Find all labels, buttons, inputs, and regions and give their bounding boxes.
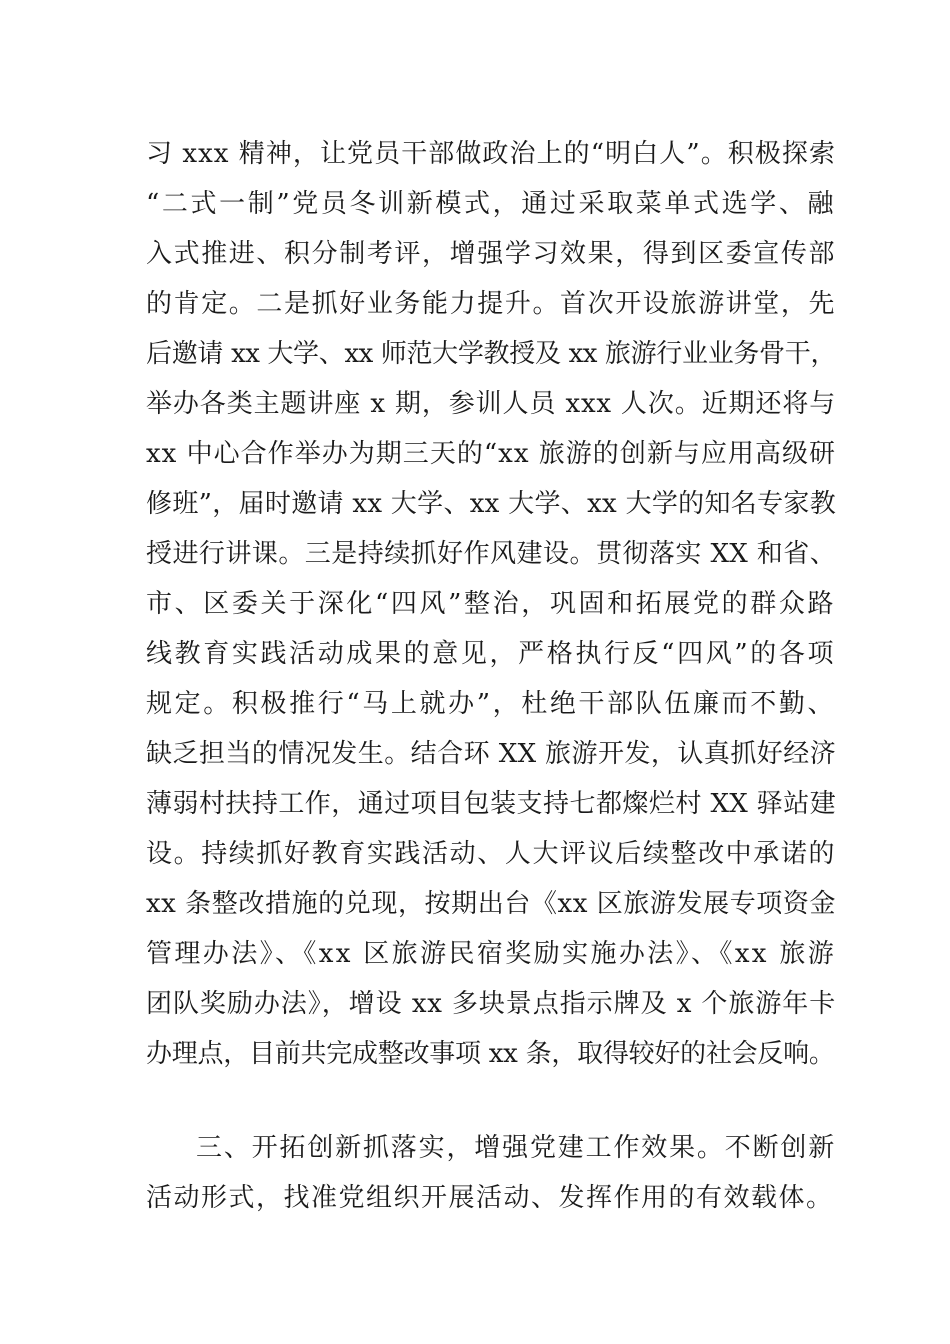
text-line: 举办各类主题讲座 x 期，参训人员 xxx 人次。近期还将与 — [146, 389, 836, 419]
section-heading-line: 三、开拓创新抓落实，增强党建工作效果。不断创新 — [196, 1133, 836, 1163]
text-line: 的肯定。二是抓好业务能力提升。首次开设旅游讲堂，先 — [146, 289, 836, 319]
text-line: 修班”，届时邀请 xx 大学、xx 大学、xx 大学的知名专家教 — [146, 489, 836, 519]
text-line: 授进行讲课。三是持续抓好作风建设。贯彻落实 XX 和省、 — [146, 539, 836, 569]
text-line: 线教育实践活动成果的意见，严格执行反“四风”的各项 — [146, 639, 836, 669]
text-line: 后邀请 xx 大学、xx 师范大学教授及 xx 旅游行业业务骨干， — [146, 339, 836, 369]
text-line: xx 条整改措施的兑现，按期出台《xx 区旅游发展专项资金 — [146, 889, 836, 919]
text-line: 管理办法》、《xx 区旅游民宿奖励实施办法》、《xx 旅游 — [146, 939, 836, 969]
text-line: 习 xxx 精神，让党员干部做政治上的“明白人”。积极探索 — [146, 139, 836, 169]
text-line: 规定。积极推行“马上就办”，杜绝干部队伍廉而不勤、 — [146, 689, 836, 719]
text-line: 团队奖励办法》，增设 xx 多块景点指示牌及 x 个旅游年卡 — [146, 989, 836, 1019]
text-line: 活动形式，找准党组织开展活动、发挥作用的有效载体。 — [146, 1183, 834, 1213]
text-line: 设。持续抓好教育实践活动、人大评议后续整改中承诺的 — [146, 839, 836, 869]
text-line: 市、区委关于深化“四风”整治，巩固和拓展党的群众路 — [146, 589, 836, 619]
text-line: “二式一制”党员冬训新模式，通过采取菜单式选学、融 — [146, 189, 836, 219]
text-line: 缺乏担当的情况发生。结合环 XX 旅游开发，认真抓好经济 — [146, 739, 836, 769]
text-line: 入式推进、积分制考评，增强学习效果，得到区委宣传部 — [146, 239, 836, 269]
text-line: 办理点，目前共完成整改事项 xx 条，取得较好的社会反响。 — [146, 1039, 835, 1069]
text-line: xx 中心合作举办为期三天的“xx 旅游的创新与应用高级研 — [146, 439, 836, 469]
text-line: 薄弱村扶持工作，通过项目包装支持七都燦烂村 XX 驿站建 — [146, 789, 836, 819]
